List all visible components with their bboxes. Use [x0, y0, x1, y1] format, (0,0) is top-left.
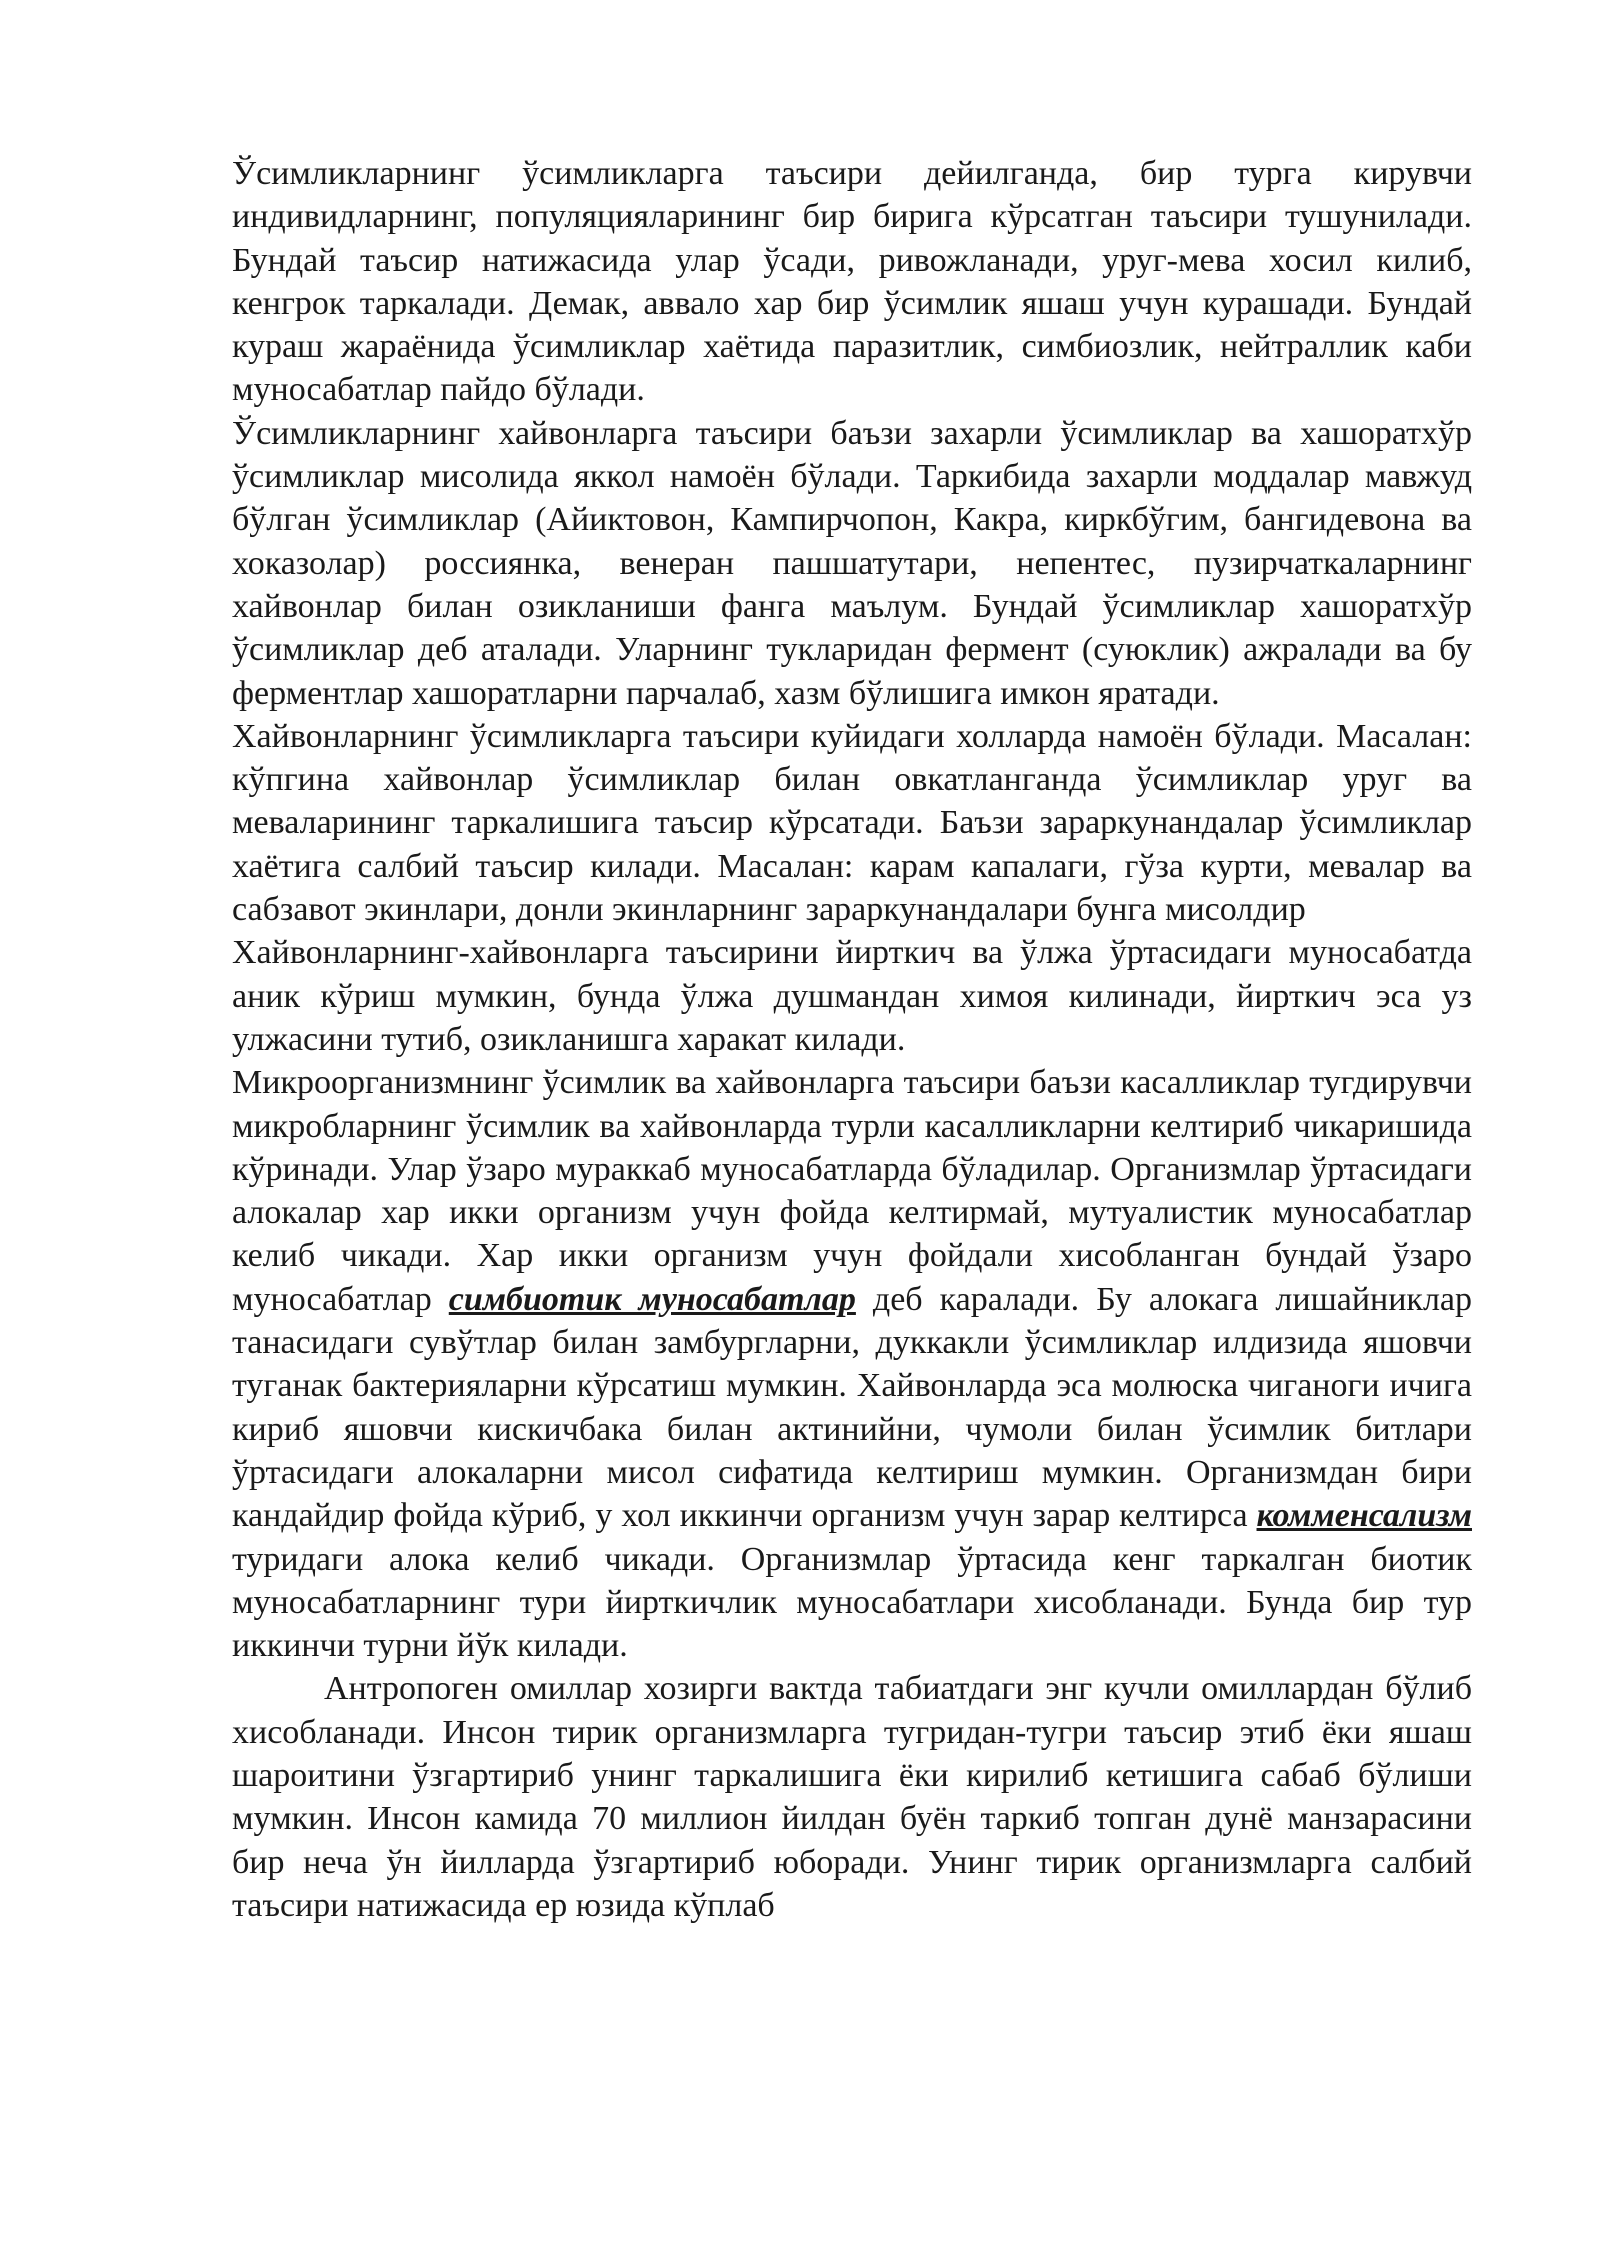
paragraph-plant-plant [232, 152, 1472, 412]
paragraph-text: Хайвонларнинг ўсимликларга таъсири куйидаги холларда намоён бўлади. Масалан: кўпгина хайвонлар ўсимликлар билан овкатланганда ўсимликлар уруг ва меваларининг таркалишига таъсир кўрсатади. Баъзи зараркунандалар ўсимликлар хаётига салбий таъсир килади. Масалан: карам капалаги, гўза курти, мевалар ва сабзавот экинлари, донли экинларнинг зараркунандалари бунга мисолдир [232, 717, 1472, 929]
paragraph-text: туридаги алока келиб чикади. Организмлар ўртасида кенг таркалган биотик муносабатларнинг тури йирткичлик муносабатлари хисобланади. Бунда бир тур иккинчи турни йўк килади. [232, 1540, 1472, 1665]
document-body [232, 152, 1472, 1927]
paragraph-text: Ўсимликларнинг хайвонларга таъсири баъзи захарли ўсимликлар ва хашоратхўр ўсимликлар мисолида яккол намоён бўлади. Таркибида захарли моддалар мавжуд бўлган ўсимликлар (Айиктовон, Кампирчопон, Какра, киркбўгим, бангидевона ва хоказолар) россиянка, венеран пашшатутари, непентес, пузирчаткаларнинг хайвонлар билан озикланиши фанга маълум. Бундай ўсимликлар хашоратхўр ўсимликлар деб аталади. Уларнинг тукларидан фермент (суюклик) ажралади ва бу ферментлар хашоратларни парчалаб, хазм бўлишига имкон яратади. [232, 414, 1472, 712]
paragraph-text: Антропоген омиллар хозирги вактда табиатдаги энг кучли омиллардан бўлиб хисобланади. Инсон тирик организмларга тугридан-тугри таъсир этиб ёки яшаш шароитини ўзгартириб унинг таркалишига ёки кирилиб кетишига сабаб бўлиши мумкин. Инсон камида 70 миллион йилдан буён таркиб топган дунё манзарасини бир неча ўн йилларда ўзгартириб юборади. Унинг тирик организмларга салбий таъсири натижасида ер юзида кўплаб [232, 1670, 1472, 1924]
term-symbiotic-relations: симбиотик муносабатлар [448, 1280, 856, 1318]
paragraph-text: Микроорганизмнинг ўсимлик ва хайвонларга таъсири баъзи касалликлар тугдирувчи микробларнинг ўсимлик ва хайвонларда турли касалликларни келтириб чикаришида кўринади. Улар ўзаро мураккаб муносабатларда бўладилар. Организмлар ўртасидаги алокалар хар икки организм учун фойда келтирмай, мутуалистик муносабатлар келиб чикади. Хар икки организм учун фойдали хисобланган бундай ўзаро муносабатлар [232, 1064, 1472, 1318]
paragraph-text: Хайвонларнинг-хайвонларга таъсирини йирткич ва ўлжа ўртасидаги муносабатда аник кўриш мумкин, бунда ўлжа душмандан химоя килинади, йирткич эса уз улжасини тутиб, озикланишга харакат килади. [232, 934, 1472, 1058]
term-commensalism: комменсализм [1256, 1497, 1472, 1535]
paragraph-text: Ўсимликларнинг ўсимликларга таъсири дейилганда, бир турга кирувчи индивидларнинг, популяцияларининг бир бирига кўрсатган таъсири тушунилади. Бундай таъсир натижасида улар ўсади, ривожланади, уруг-мева хосил килиб, кенгрок таркалади. Демак, аввало хар бир ўсимлик яшаш учун курашади. Бундай кураш жараёнида ўсимликлар хаётида паразитлик, симбиозлик, нейтраллик каби муносабатлар пайдо бўлади. [232, 155, 1472, 409]
paragraph-text: деб каралади. Бу алокага лишайниклар танасидаги сувўтлар билан замбургларни, дуккакли ўсимликлар илдизида яшовчи туганак бактерияларни кўрсатиш мумкин. Хайвонларда эса молюска чиганоги ичига кириб яшовчи кискичбака билан актинийни, чумоли билан ўсимлик битлари ўртасидаги алокаларни мисол сифатида келтириш мумкин. Организмдан бири кандайдир фойда кўриб, у хол иккинчи организм учун зарар келтирса [232, 1280, 1473, 1535]
paragraph-plant-animal [232, 412, 1472, 715]
paragraph-microorganism [232, 1061, 1472, 1667]
paragraph-anthropogenic [232, 1667, 1472, 1927]
paragraph-animal-animal [232, 931, 1472, 1061]
paragraph-animal-plant [232, 715, 1472, 931]
